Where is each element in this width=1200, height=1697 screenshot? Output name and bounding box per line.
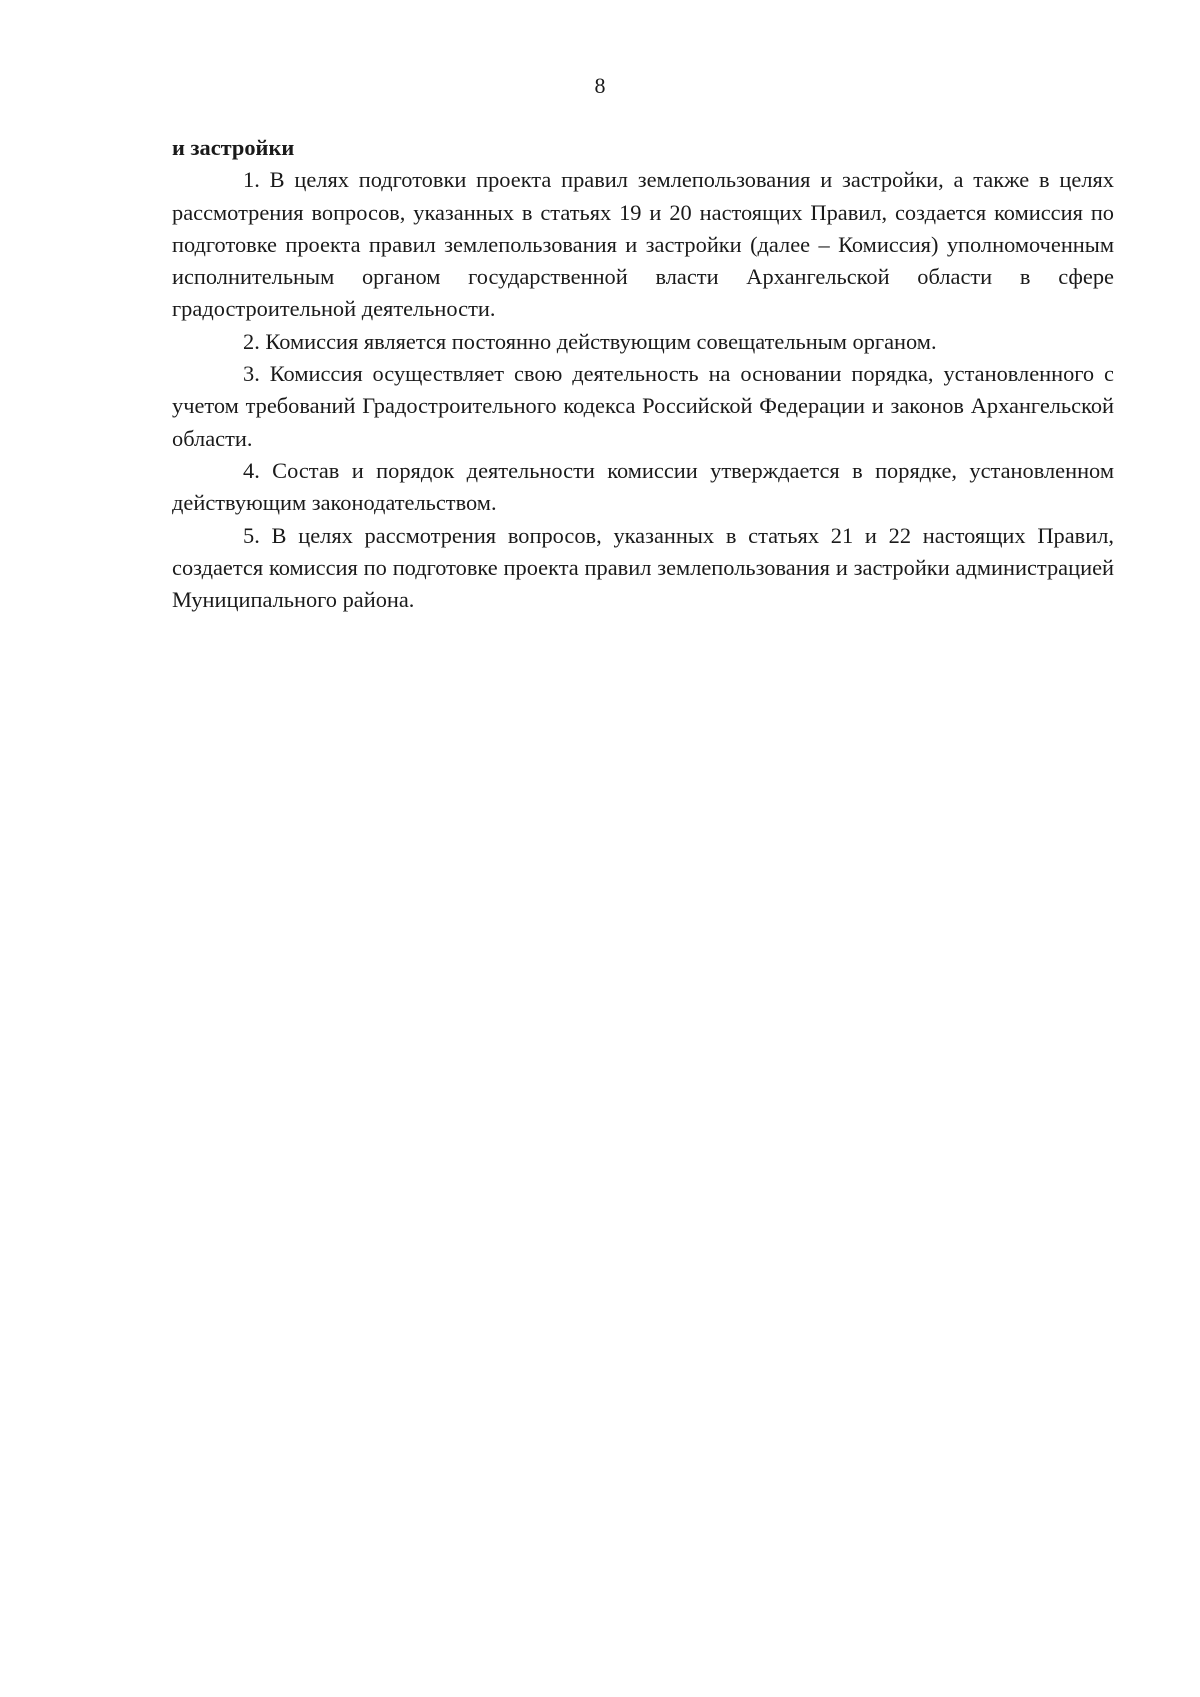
paragraph-1: 1. В целях подготовки проекта правил землепользования и застройки, а также в целях рассмотрения вопросов, указанных в статьях 19 и 20 настоящих Правил, создается комиссия по подготовке проекта правил землепользования и застройки (далее – Комиссия) уполномоченным исполнительным органом государственной власти Архангельской области в сфере градостроительной деятельности. [172,167,1114,322]
section-heading-continuation: и застройки [172,135,295,160]
page-number: 8 [594,73,606,98]
paragraph-4: 4. Состав и порядок деятельности комиссии утверждается в порядке, установленном действующим законодательством. [172,457,1114,516]
paragraph-3: 3. Комиссия осуществляет свою деятельность на основании порядка, установленного с учетом требований Градостроительного кодекса Российской Федерации и законов Архангельской области. [172,361,1114,451]
document-body [172,132,1114,616]
paragraph-2: 2. Комиссия является постоянно действующим совещательным органом. [243,328,937,354]
paragraph-5: 5. В целях рассмотрения вопросов, указанных в статьях 21 и 22 настоящих Правил, создается комиссия по подготовке проекта правил землепользования и застройки администрацией Муниципального района. [172,522,1114,613]
